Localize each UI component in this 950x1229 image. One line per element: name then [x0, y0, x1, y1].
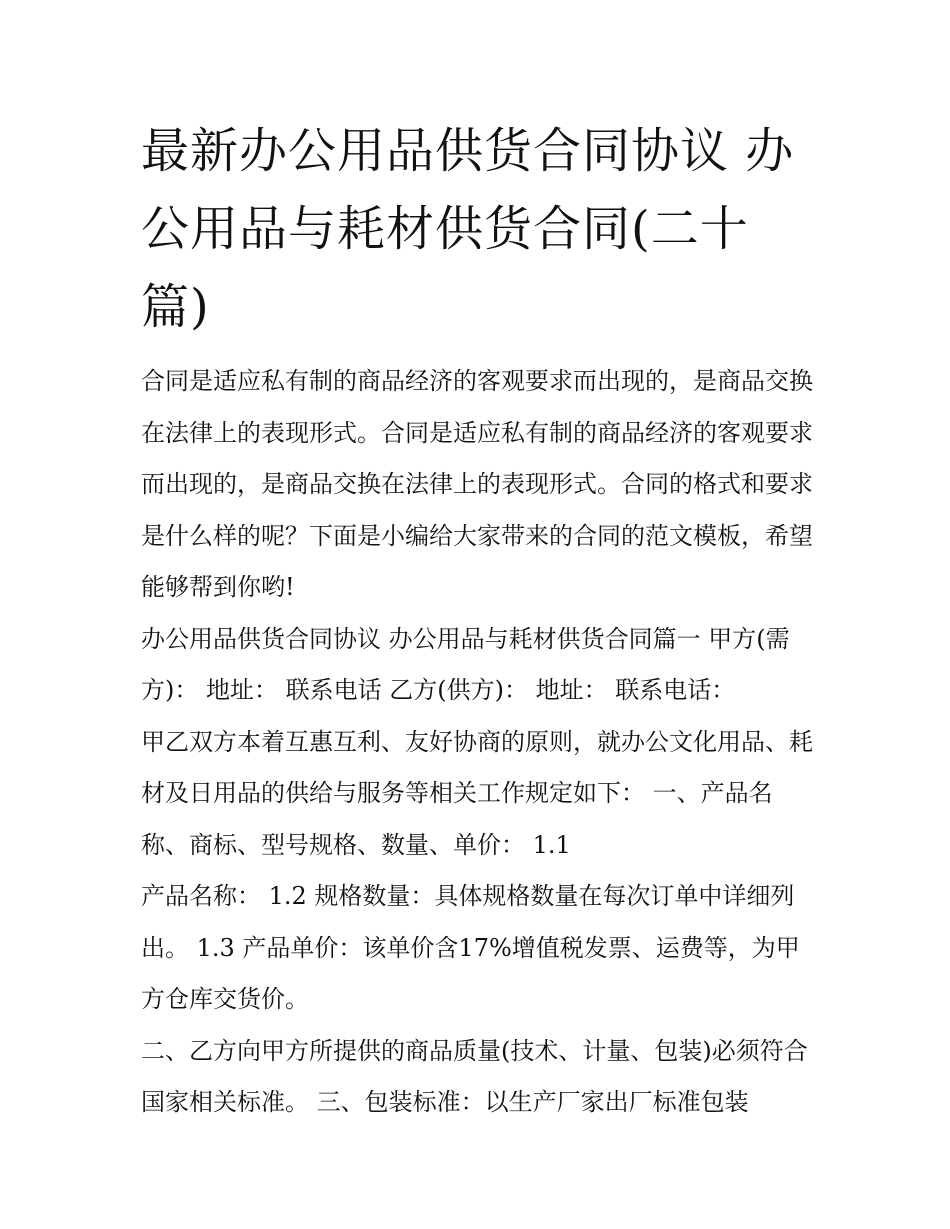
- paragraph-product-details: 产品名称： 1.2 规格数量：具体规格数量在每次订单中详细列出。 1.3 产品单价：该单价含17%增值税发票、运费等，为甲方仓库交货价。: [141, 882, 800, 1013]
- paragraph-parties: 办公用品供货合同协议 办公用品与耗材供货合同篇一 甲方(需方)： 地址： 联系电话 乙方(供方)： 地址： 联系电话：: [141, 624, 790, 704]
- document-page: [141, 112, 817, 1129]
- paragraph-intro: 合同是适应私有制的商品经济的客观要求而出现的，是商品交换在法律上的表现形式。合同是适应私有制的商品经济的客观要求而出现的，是商品交换在法律上的表现形式。合同的格式和要求是什么样的呢？下面是小编给大家带来的合同的范文模板，希望能够帮到你哟!: [141, 367, 813, 601]
- document-title: 最新办公用品供货合同协议 办公用品与耗材供货合同(二十篇): [141, 123, 795, 335]
- paragraph-terms: 甲乙双方本着互惠互利、友好协商的原则，就办公文化用品、耗材及日用品的供给与服务等相关工作规定如下： 一、产品名称、商标、型号规格、数量、单价： 1.1: [141, 727, 813, 859]
- paragraph-quality-packaging: 二、乙方向甲方所提供的商品质量(技术、计量、包装)必须符合国家相关标准。 三、包装标准：以生产厂家出厂标准包装: [141, 1036, 808, 1116]
- document-body: [141, 356, 817, 1129]
